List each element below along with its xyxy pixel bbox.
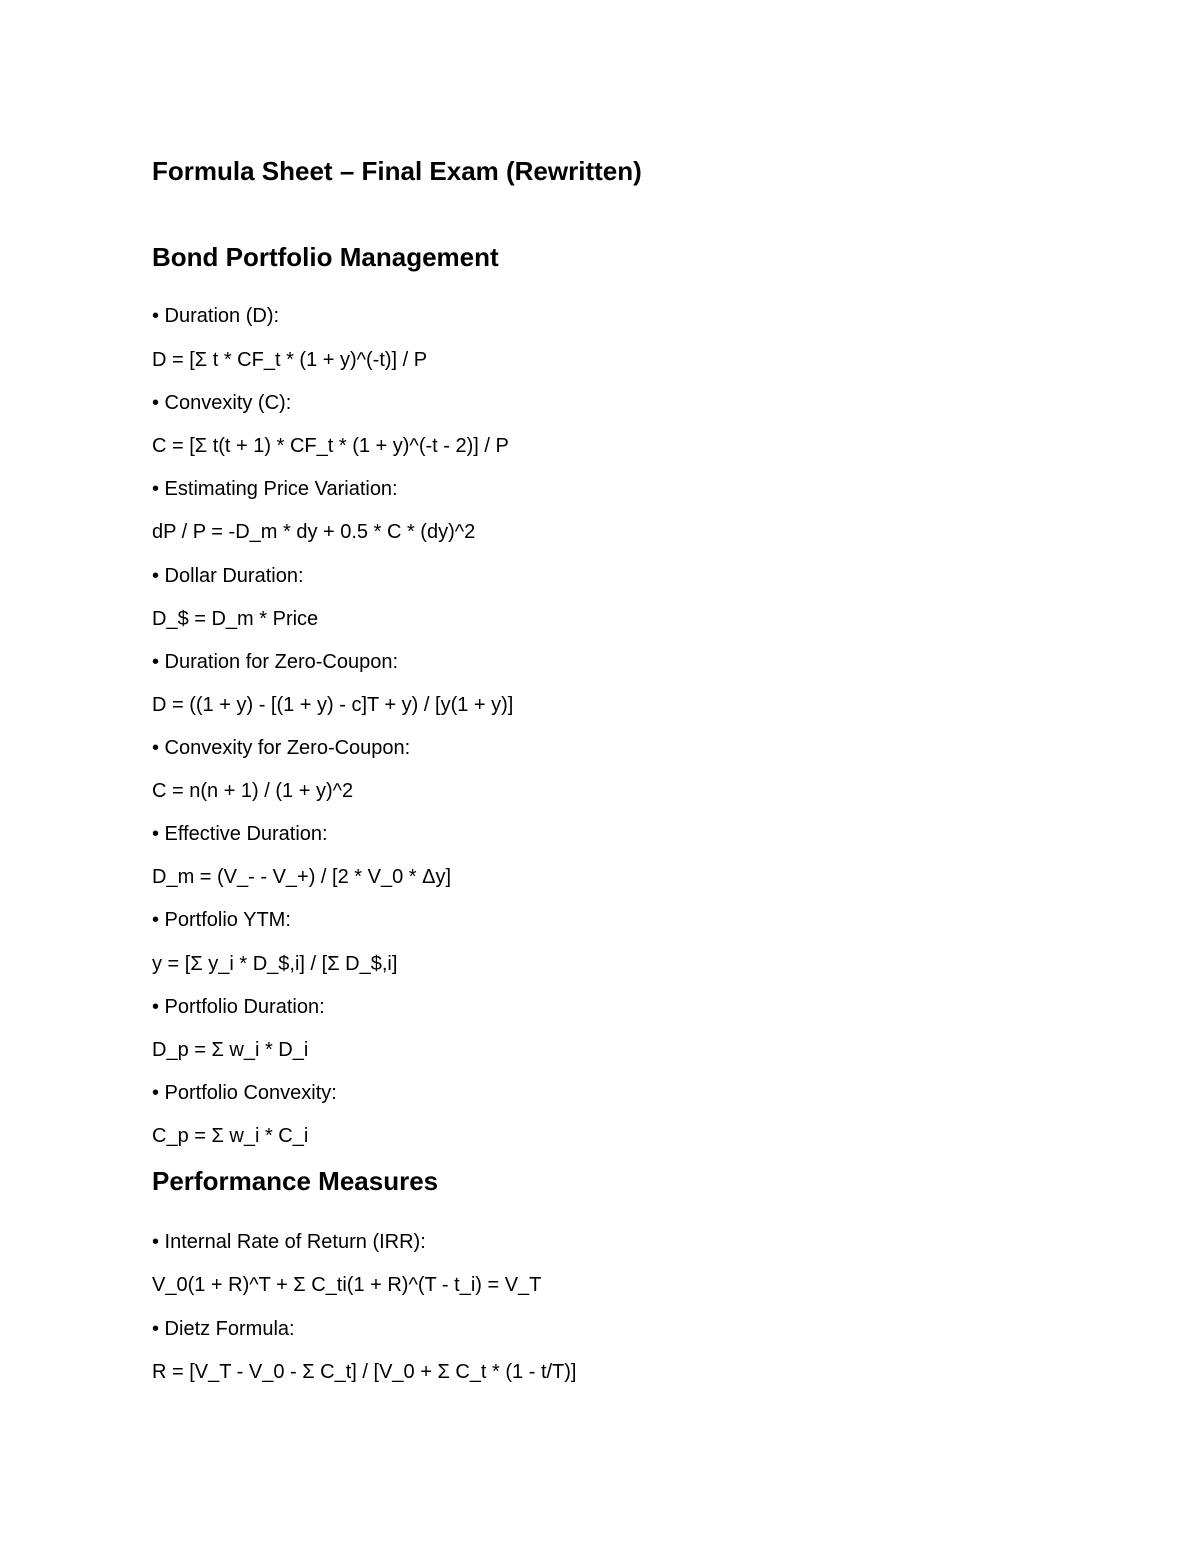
- item-label-portfolio-convexity: • Portfolio Convexity:: [152, 1082, 337, 1104]
- section-heading-performance-measures: Performance Measures: [152, 1166, 439, 1196]
- formula-portfolio-duration: D_p = Σ w_i * D_i: [152, 1039, 309, 1061]
- formula-duration-zero-coupon: D = ((1 + y) - [(1 + y) - c]T + y) / [y(1 + y)]: [152, 694, 514, 716]
- item-label-duration: • Duration (D):: [152, 305, 280, 327]
- item-label-dietz-formula: • Dietz Formula:: [152, 1318, 295, 1340]
- formula-dollar-duration: D_$ = D_m * Price: [152, 608, 319, 630]
- formula-estimating-price-variation: dP / P = -D_m * dy + 0.5 * C * (dy)^2: [152, 521, 476, 543]
- formula-portfolio-ytm: y = [Σ y_i * D_$,i] / [Σ D_$,i]: [152, 953, 398, 975]
- formula-portfolio-convexity: C_p = Σ w_i * C_i: [152, 1125, 309, 1147]
- item-label-irr: • Internal Rate of Return (IRR):: [152, 1231, 426, 1253]
- formula-convexity: C = [Σ t(t + 1) * CF_t * (1 + y)^(-t - 2)] / P: [152, 435, 509, 457]
- item-label-convexity-zero-coupon: • Convexity for Zero-Coupon:: [152, 737, 411, 759]
- formula-duration: D = [Σ t * CF_t * (1 + y)^(-t)] / P: [152, 349, 428, 371]
- formula-dietz: R = [V_T - V_0 - Σ C_t] / [V_0 + Σ C_t * (1 - t/T)]: [152, 1361, 577, 1383]
- item-label-dollar-duration: • Dollar Duration:: [152, 565, 304, 587]
- page-title: Formula Sheet – Final Exam (Rewritten): [152, 156, 642, 186]
- section-heading-bond-portfolio-management: Bond Portfolio Management: [152, 242, 499, 272]
- formula-irr: V_0(1 + R)^T + Σ C_ti(1 + R)^(T - t_i) = V_T: [152, 1274, 542, 1296]
- item-label-estimating-price-variation: • Estimating Price Variation:: [152, 478, 398, 500]
- formula-effective-duration: D_m = (V_- - V_+) / [2 * V_0 * Δy]: [152, 866, 452, 888]
- item-label-duration-zero-coupon: • Duration for Zero-Coupon:: [152, 651, 399, 673]
- item-label-convexity: • Convexity (C):: [152, 392, 292, 414]
- item-label-portfolio-duration: • Portfolio Duration:: [152, 996, 325, 1018]
- formula-convexity-zero-coupon: C = n(n + 1) / (1 + y)^2: [152, 780, 354, 802]
- item-label-effective-duration: • Effective Duration:: [152, 823, 328, 845]
- item-label-portfolio-ytm: • Portfolio YTM:: [152, 909, 291, 931]
